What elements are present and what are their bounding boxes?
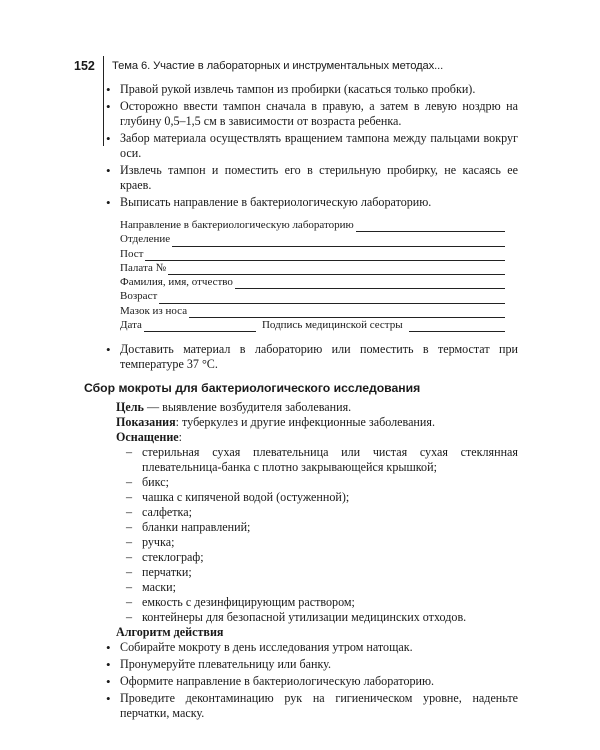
goal-line [98, 400, 518, 415]
form-label: Отделение [120, 233, 171, 246]
date-label: Дата [120, 319, 142, 332]
list-item: – бикс; [126, 475, 518, 490]
form-row [120, 218, 505, 232]
list-item: – перчатки; [126, 565, 518, 580]
bullet-list-top [98, 82, 518, 210]
list-item: • Проведите деконтаминацию рук на гигиеническом уровне, наденьте перчатки, маску. [98, 691, 518, 721]
signature-underline [409, 321, 505, 332]
list-item: – салфетка; [126, 505, 518, 520]
list-item: – бланки направлений; [126, 520, 518, 535]
indications-label: Показания [116, 415, 176, 430]
form-underline [235, 278, 505, 289]
indications-text: : туберкулез и другие инфекционные заболевания. [175, 415, 435, 430]
running-title: Тема 6. Участие в лабораторных и инструментальных методах... [112, 60, 444, 72]
form-row [120, 261, 505, 275]
form-label: Мазок из носа [120, 304, 188, 317]
list-item: – емкость с дезинфицирующим раствором; [126, 595, 518, 610]
form-underline [172, 236, 505, 247]
form-label: Возраст [120, 290, 158, 303]
indications-line [98, 415, 518, 430]
form-row [120, 304, 505, 318]
form-label: Направление в бактериологическую лабораторию [120, 219, 354, 231]
form-underline [356, 221, 505, 232]
date-underline [144, 321, 256, 332]
goal-text: — выявление возбудителя заболевания. [143, 400, 352, 415]
list-item: • Пронумеруйте плевательницу или банку. [98, 657, 518, 672]
list-item: – контейнеры для безопасной утилизации медицинских отходов. [126, 610, 518, 625]
referral-form [120, 218, 505, 332]
algorithm-list [98, 640, 518, 721]
list-item: • Осторожно ввести тампон сначала в правую, а затем в левую ноздрю на глубину 0,5–1,5 см в зависимости от возраста ребенка. [98, 99, 518, 129]
list-item: – стеклограф; [126, 550, 518, 565]
form-underline [189, 307, 505, 318]
form-label: Пост [120, 247, 144, 260]
equipment-list [98, 445, 518, 625]
form-row [120, 247, 505, 261]
signature-label: Подпись медицинской сестры [261, 319, 403, 332]
form-row-date-signature [120, 318, 505, 332]
form-label: Палата № [120, 261, 167, 274]
equipment-label: Оснащение [116, 430, 179, 445]
list-item: – ручка; [126, 535, 518, 550]
goal-label: Цель [116, 400, 144, 415]
equipment-colon: : [178, 430, 183, 445]
list-item: • Выписать направление в бактериологическую лабораторию. [98, 195, 518, 210]
form-row [120, 275, 505, 289]
list-item: • Извлечь тампон и поместить его в стерильную пробирку, не касаясь ее краев. [98, 163, 518, 193]
form-underline [145, 250, 505, 261]
list-item: • Собирайте мокроту в день исследования утром натощак. [98, 640, 518, 655]
algorithm-heading [98, 625, 518, 640]
list-item: • Правой рукой извлечь тампон из пробирки (касаться только пробки). [98, 82, 518, 97]
list-item: • Забор материала осуществлять вращением тампона между пальцами вокруг оси. [98, 131, 518, 161]
running-header [74, 56, 524, 76]
algorithm-label: Алгоритм действия [116, 625, 224, 640]
bullet-list-after-form [98, 342, 518, 372]
section-title: Сбор мокроты для бактериологического исследования [84, 381, 421, 396]
form-underline [168, 264, 505, 275]
form-row [120, 232, 505, 246]
list-item: • Оформите направление в бактериологическую лабораторию. [98, 674, 518, 689]
equipment-heading [98, 430, 518, 445]
form-label: Фамилия, имя, отчество [120, 276, 233, 289]
page-content [84, 82, 518, 723]
list-item: – маски; [126, 580, 518, 595]
list-item: – стерильная сухая плевательница или чистая сухая стеклянная плевательница-банка с плотно закрывающейся крышкой; [126, 445, 518, 475]
page-number: 152 [74, 59, 95, 73]
list-item: – чашка с кипяченой водой (остуженной); [126, 490, 518, 505]
form-row [120, 289, 505, 303]
list-item: • Доставить материал в лабораторию или поместить в термостат при температуре 37 °C. [98, 342, 518, 372]
form-underline [159, 293, 505, 304]
